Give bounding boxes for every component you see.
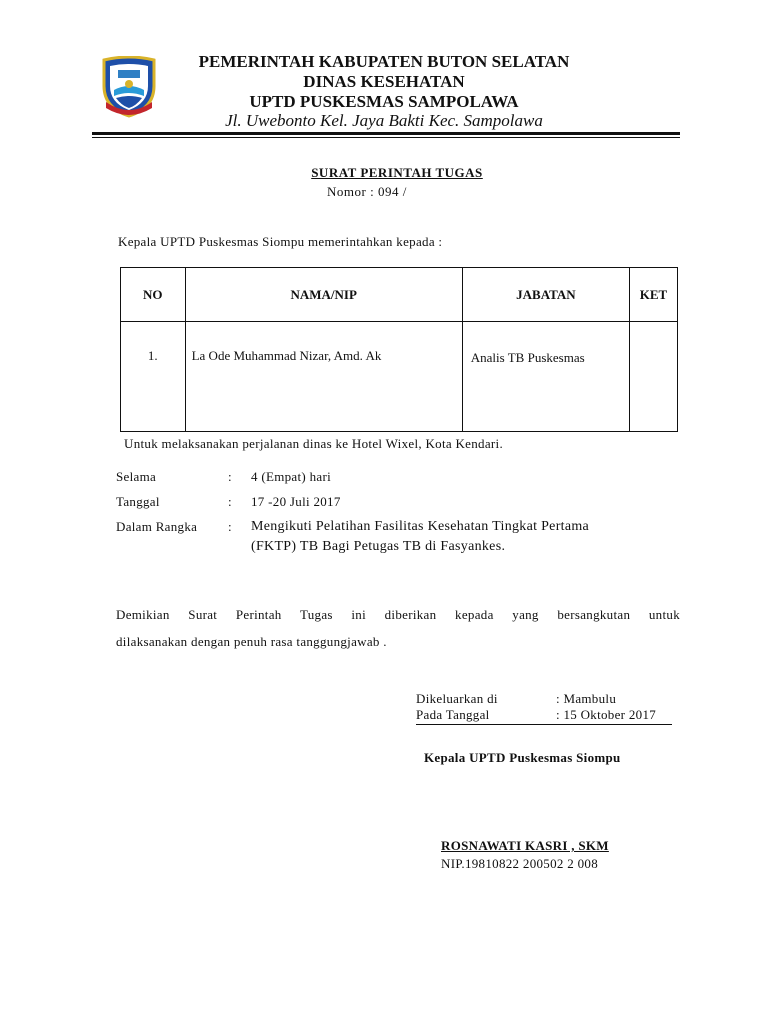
header-rule-thick [92, 132, 680, 135]
table-header-row [121, 268, 678, 322]
purpose-text: Untuk melaksanakan perjalanan dinas ke Hotel Wixel, Kota Kendari. [124, 436, 504, 451]
detail-value-dalam-rangka-line2: (FKTP) TB Bagi Petugas TB di Fasyankes. [251, 539, 506, 554]
cell-no: 1. [121, 322, 186, 432]
signatory-position: Kepala UPTD Puskesmas Siompu [424, 750, 621, 765]
letter-number: Nomor : 094 / [327, 184, 407, 199]
table-row [121, 322, 678, 432]
issued-place-label: Dikeluarkan di [416, 691, 498, 706]
detail-label-dalam-rangka: Dalam Rangka [116, 519, 198, 534]
detail-value-dalam-rangka-line1: Mengikuti Pelatihan Fasilitas Kesehatan Tingkat Pertama [251, 519, 590, 534]
department-name: DINAS KESEHATAN [303, 72, 465, 91]
unit-name: UPTD PUSKESMAS SAMPOLAWA [249, 92, 519, 111]
detail-value-tanggal: 17 -20 Juli 2017 [251, 494, 341, 509]
header-ket: KET [629, 268, 677, 322]
issued-date-label: Pada Tanggal [416, 707, 490, 722]
detail-colon: : [228, 469, 232, 484]
cell-jabatan: Analis TB Puskesmas [462, 322, 629, 432]
agency-name: PEMERINTAH KABUPATEN BUTON SELATAN [198, 52, 570, 71]
header-nama-nip: NAMA/NIP [185, 268, 462, 322]
header-no: NO [121, 268, 186, 322]
detail-label-selama: Selama [116, 469, 157, 484]
letter-title: SURAT PERINTAH TUGAS [311, 165, 483, 180]
detail-label-tanggal: Tanggal [116, 494, 160, 509]
issued-underline [416, 724, 672, 725]
header-jabatan: JABATAN [462, 268, 629, 322]
detail-colon: : [228, 519, 232, 534]
cell-ket [629, 322, 677, 432]
assignee-table [120, 267, 678, 432]
detail-colon: : [228, 494, 232, 509]
closing-text-line1: Demikian Surat Perintah Tugas ini diberikan kepada yang bersangkutan untuk [116, 607, 680, 622]
issued-place-value: : Mambulu [556, 691, 617, 706]
header-rule-thin [92, 137, 680, 138]
cell-nama: La Ode Muhammad Nizar, Amd. Ak [185, 322, 462, 432]
signatory-nip: NIP.19810822 200502 2 008 [441, 856, 599, 871]
intro-text: Kepala UPTD Puskesmas Siompu memerintahkan kepada : [118, 234, 443, 249]
address: Jl. Uwebonto Kel. Jaya Bakti Kec. Sampolawa [225, 111, 543, 130]
signatory-name: ROSNAWATI KASRI , SKM [441, 838, 609, 853]
issued-date-value: : 15 Oktober 2017 [556, 707, 657, 722]
closing-text-line2: dilaksanakan dengan penuh rasa tanggungjawab . [116, 634, 387, 649]
detail-value-selama: 4 (Empat) hari [251, 469, 332, 484]
